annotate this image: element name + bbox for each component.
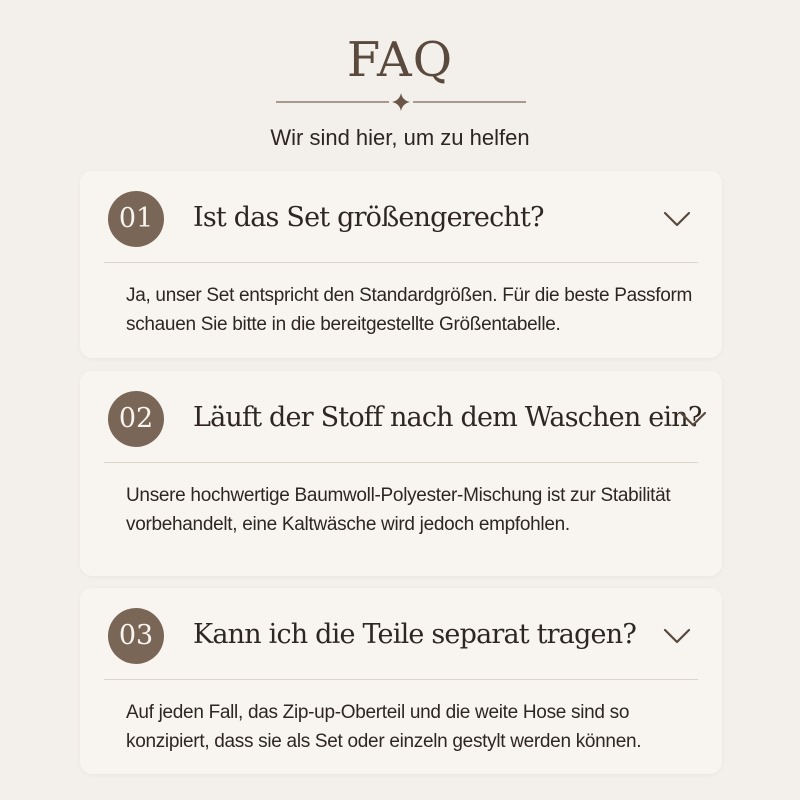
chevron-down-icon[interactable]	[678, 407, 708, 431]
question-number-badge: 01	[108, 191, 164, 247]
question-text: Ist das Set größengerecht?	[193, 202, 544, 233]
card-divider	[104, 262, 698, 263]
question-text: Läuft der Stoff nach dem Waschen ein?	[193, 402, 702, 433]
faq-item-1	[80, 171, 722, 358]
card-divider	[104, 462, 698, 463]
faq-item-2	[80, 371, 722, 576]
card-divider	[104, 679, 698, 680]
question-text: Kann ich die Teile separat tragen?	[193, 619, 636, 650]
faq-question-toggle-3[interactable]	[80, 588, 722, 680]
page-subtitle: Wir sind hier, um zu helfen	[270, 125, 530, 150]
faq-question-toggle-1[interactable]	[80, 171, 722, 263]
question-number-badge: 02	[108, 391, 164, 447]
sparkle-divider-icon	[276, 92, 526, 112]
page-title: FAQ	[346, 32, 454, 88]
answer-text: Ja, unser Set entspricht den Standardgrößen. Für die beste Passform schauen Sie bitte in die bereitgestellte Größentabelle.	[126, 285, 693, 335]
answer-text: Auf jeden Fall, das Zip-up-Oberteil und die weite Hose sind so konzipiert, dass sie als Set oder einzeln gestylt werden können.	[126, 702, 642, 752]
question-number-badge: 03	[108, 608, 164, 664]
faq-item-3	[80, 588, 722, 774]
chevron-down-icon[interactable]	[662, 624, 692, 648]
answer-text: Unsere hochwertige Baumwoll-Polyester-Mischung ist zur Stabilität vorbehandelt, eine Kaltwäsche wird jedoch empfohlen.	[126, 485, 671, 535]
chevron-down-icon[interactable]	[662, 207, 692, 231]
faq-question-toggle-2[interactable]	[80, 371, 722, 463]
